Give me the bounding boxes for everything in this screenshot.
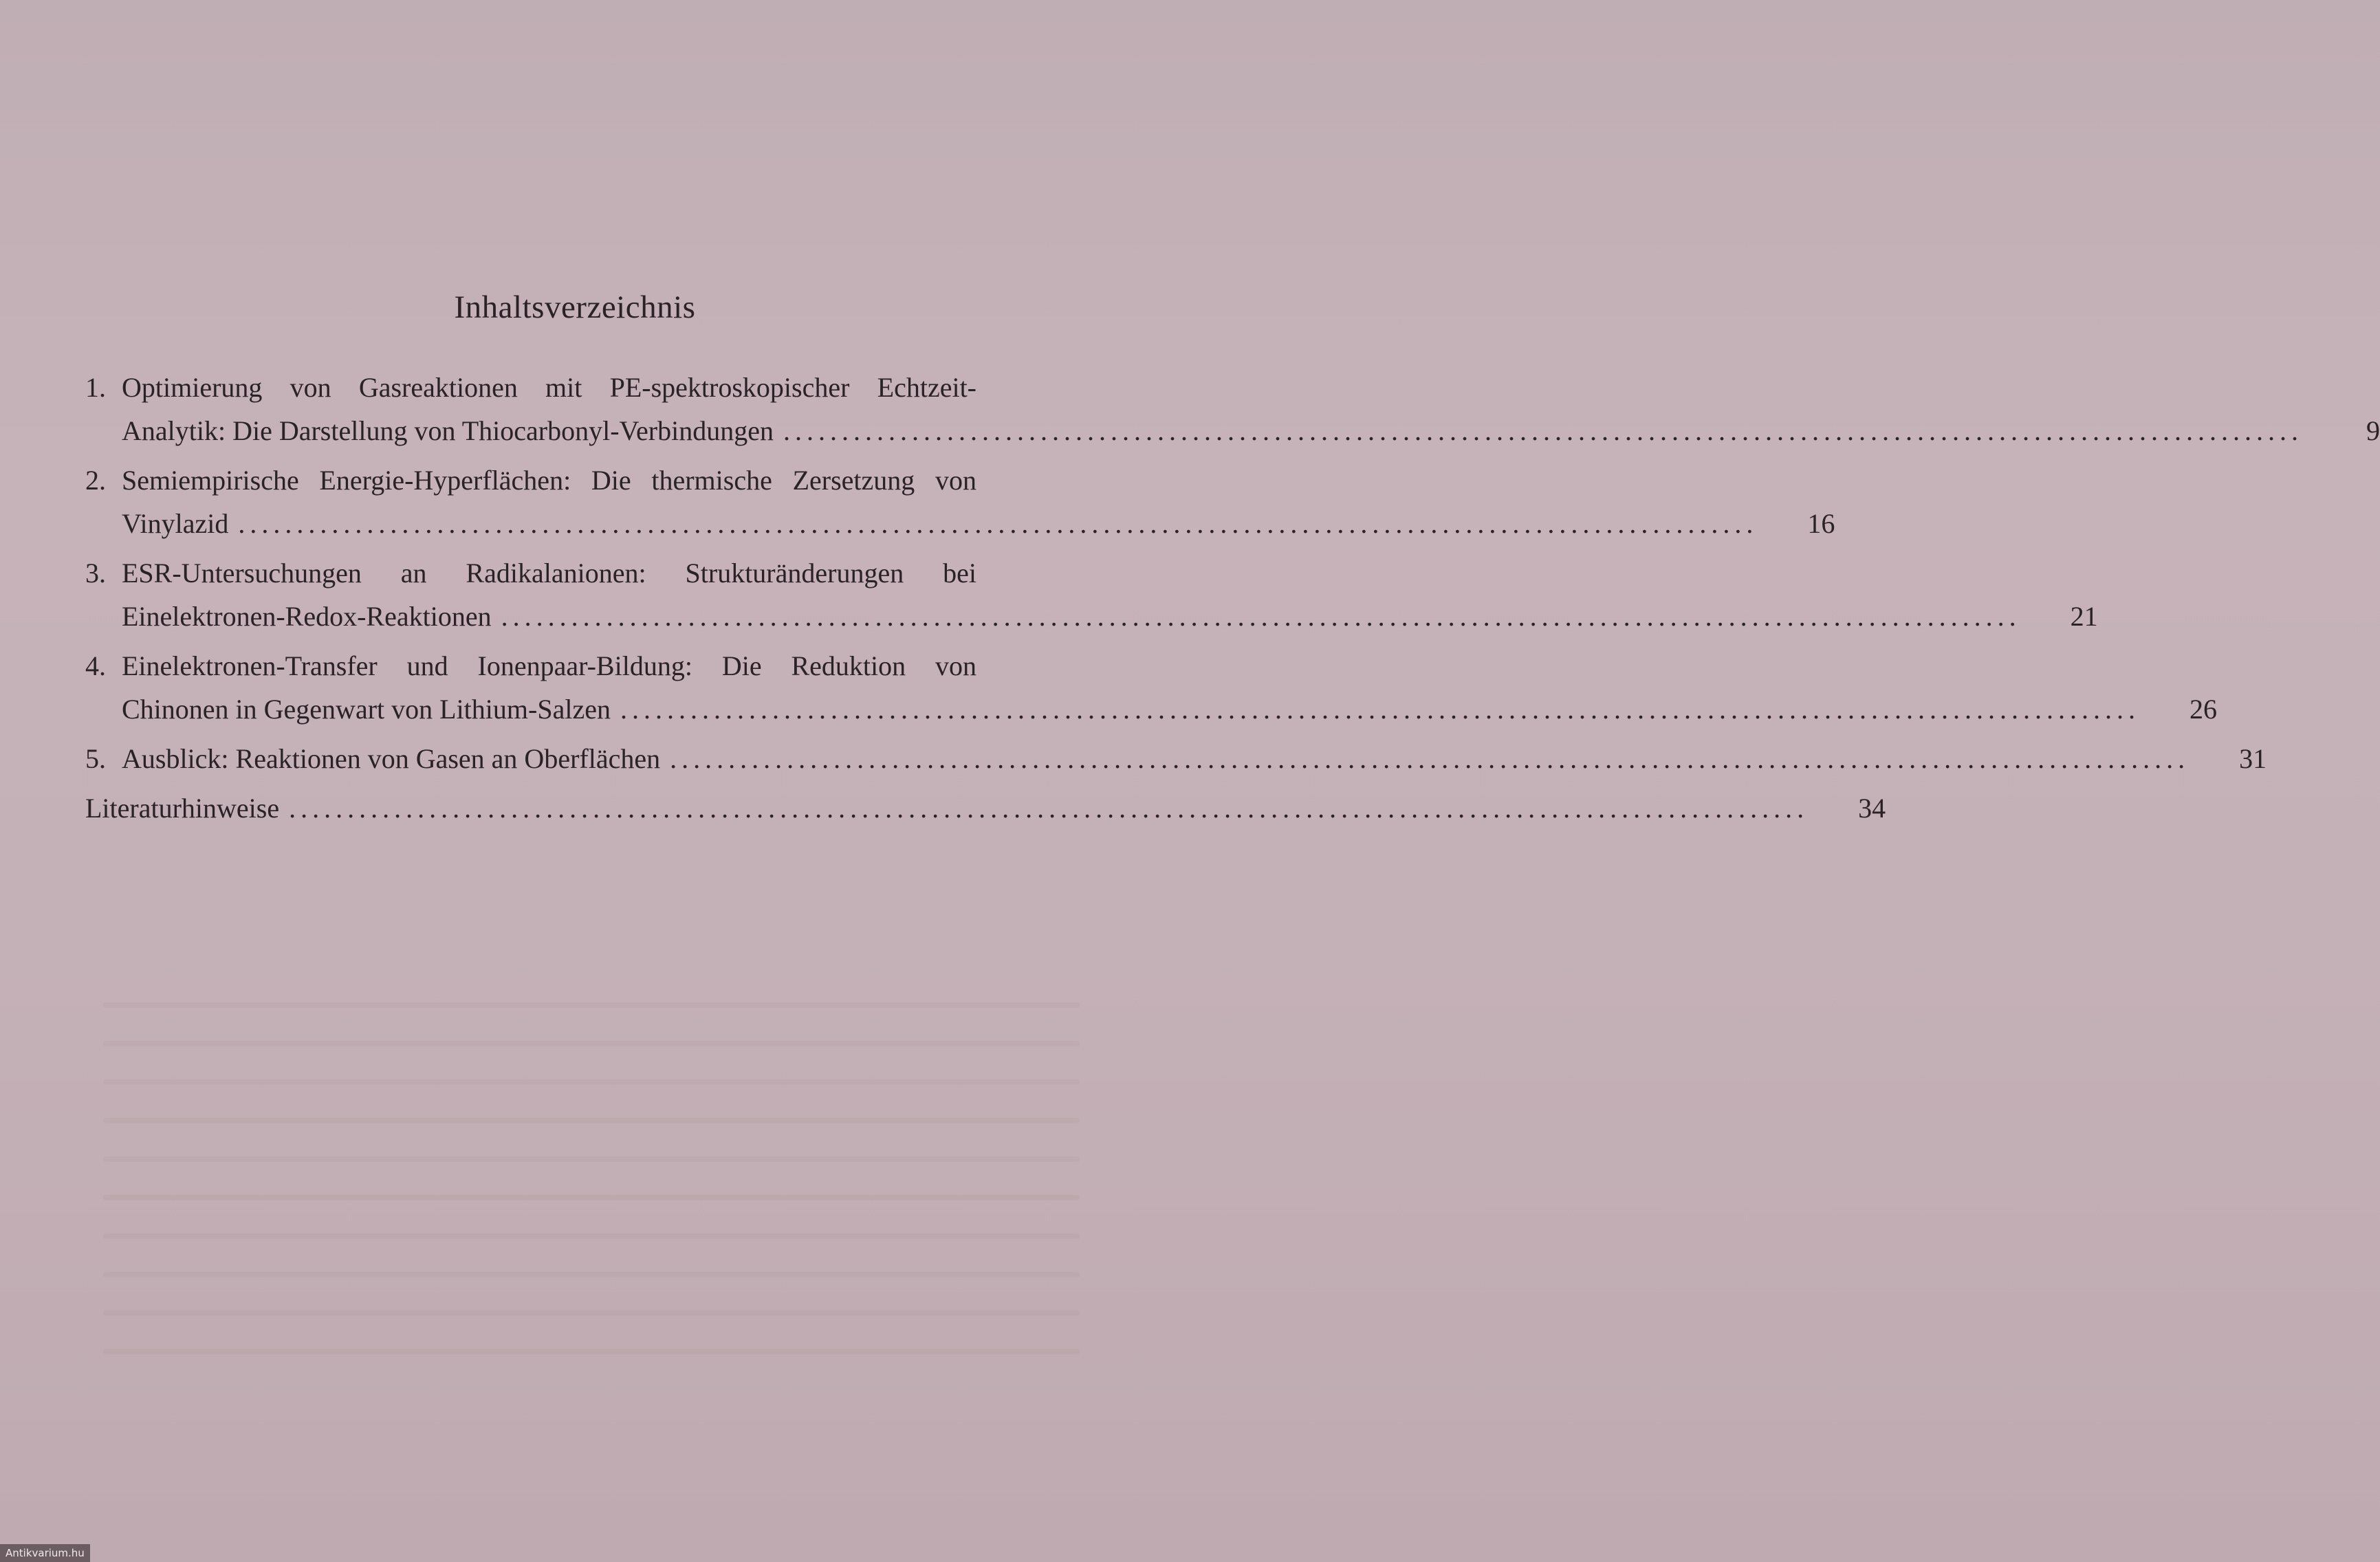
dot-leader: ..................................................................................................................................: [501, 601, 2021, 632]
entry-number: 2.: [85, 465, 106, 496]
entry-title: Ausblick: Reaktionen von Gasen an Oberflächen: [122, 743, 661, 774]
entry-title-line1: Optimierung von Gasreaktionen mit PE-spektroskopischer Echtzeit-: [122, 372, 976, 403]
entry-number: 1.: [85, 372, 106, 403]
bleed-through-reverse-page: [103, 969, 1080, 1387]
entry-number: 3.: [85, 558, 106, 588]
toc-entry-3: [85, 551, 2098, 638]
table-of-contents: [85, 366, 2380, 836]
dot-leader: ..................................................................................................................................: [783, 415, 2303, 446]
dot-leader: ..................................................................................................................................: [670, 743, 2190, 774]
toc-entry-2: [85, 459, 1835, 545]
entry-page-number: 31: [2239, 743, 2267, 774]
entry-number: 4.: [85, 650, 106, 681]
entry-page-number: 21: [2070, 601, 2098, 632]
page-title: Inhaltsverzeichnis: [454, 289, 696, 325]
dot-leader: ..................................................................................................................................: [620, 694, 2140, 725]
dot-leader: ..................................................................................................................................: [289, 793, 1809, 824]
entry-title-line2: Vinylazid: [122, 508, 229, 539]
entry-title-line2: Einelektronen-Redox-Reaktionen: [122, 601, 492, 632]
dot-leader: ..................................................................................................................................: [238, 508, 1758, 539]
literature-label: Literaturhinweise: [85, 793, 280, 824]
entry-title-line2: Chinonen in Gegenwart von Lithium-Salzen: [122, 694, 611, 725]
watermark: Antikvarium.hu: [0, 1544, 90, 1562]
entry-title-line1: Semiempirische Energie-Hyperflächen: Die thermische Zersetzung von: [122, 465, 976, 496]
toc-entry-4: [85, 644, 2217, 731]
entry-page-number: 26: [2189, 694, 2217, 725]
toc-entry-5: [85, 737, 2267, 780]
entry-number: 5.: [85, 743, 106, 774]
literature-page-number: 34: [1858, 793, 1886, 824]
entry-page-number: 9: [2366, 415, 2380, 446]
toc-entry-1: [85, 366, 2380, 452]
entry-title-line2: Analytik: Die Darstellung von Thiocarbonyl-Verbindungen: [122, 415, 774, 446]
toc-entry-literature: [85, 786, 1886, 830]
entry-page-number: 16: [1807, 508, 1835, 539]
entry-title-line1: Einelektronen-Transfer und Ionenpaar-Bildung: Die Reduktion von: [122, 650, 976, 681]
entry-title-line1: ESR-Untersuchungen an Radikalanionen: Strukturänderungen bei: [122, 558, 976, 588]
